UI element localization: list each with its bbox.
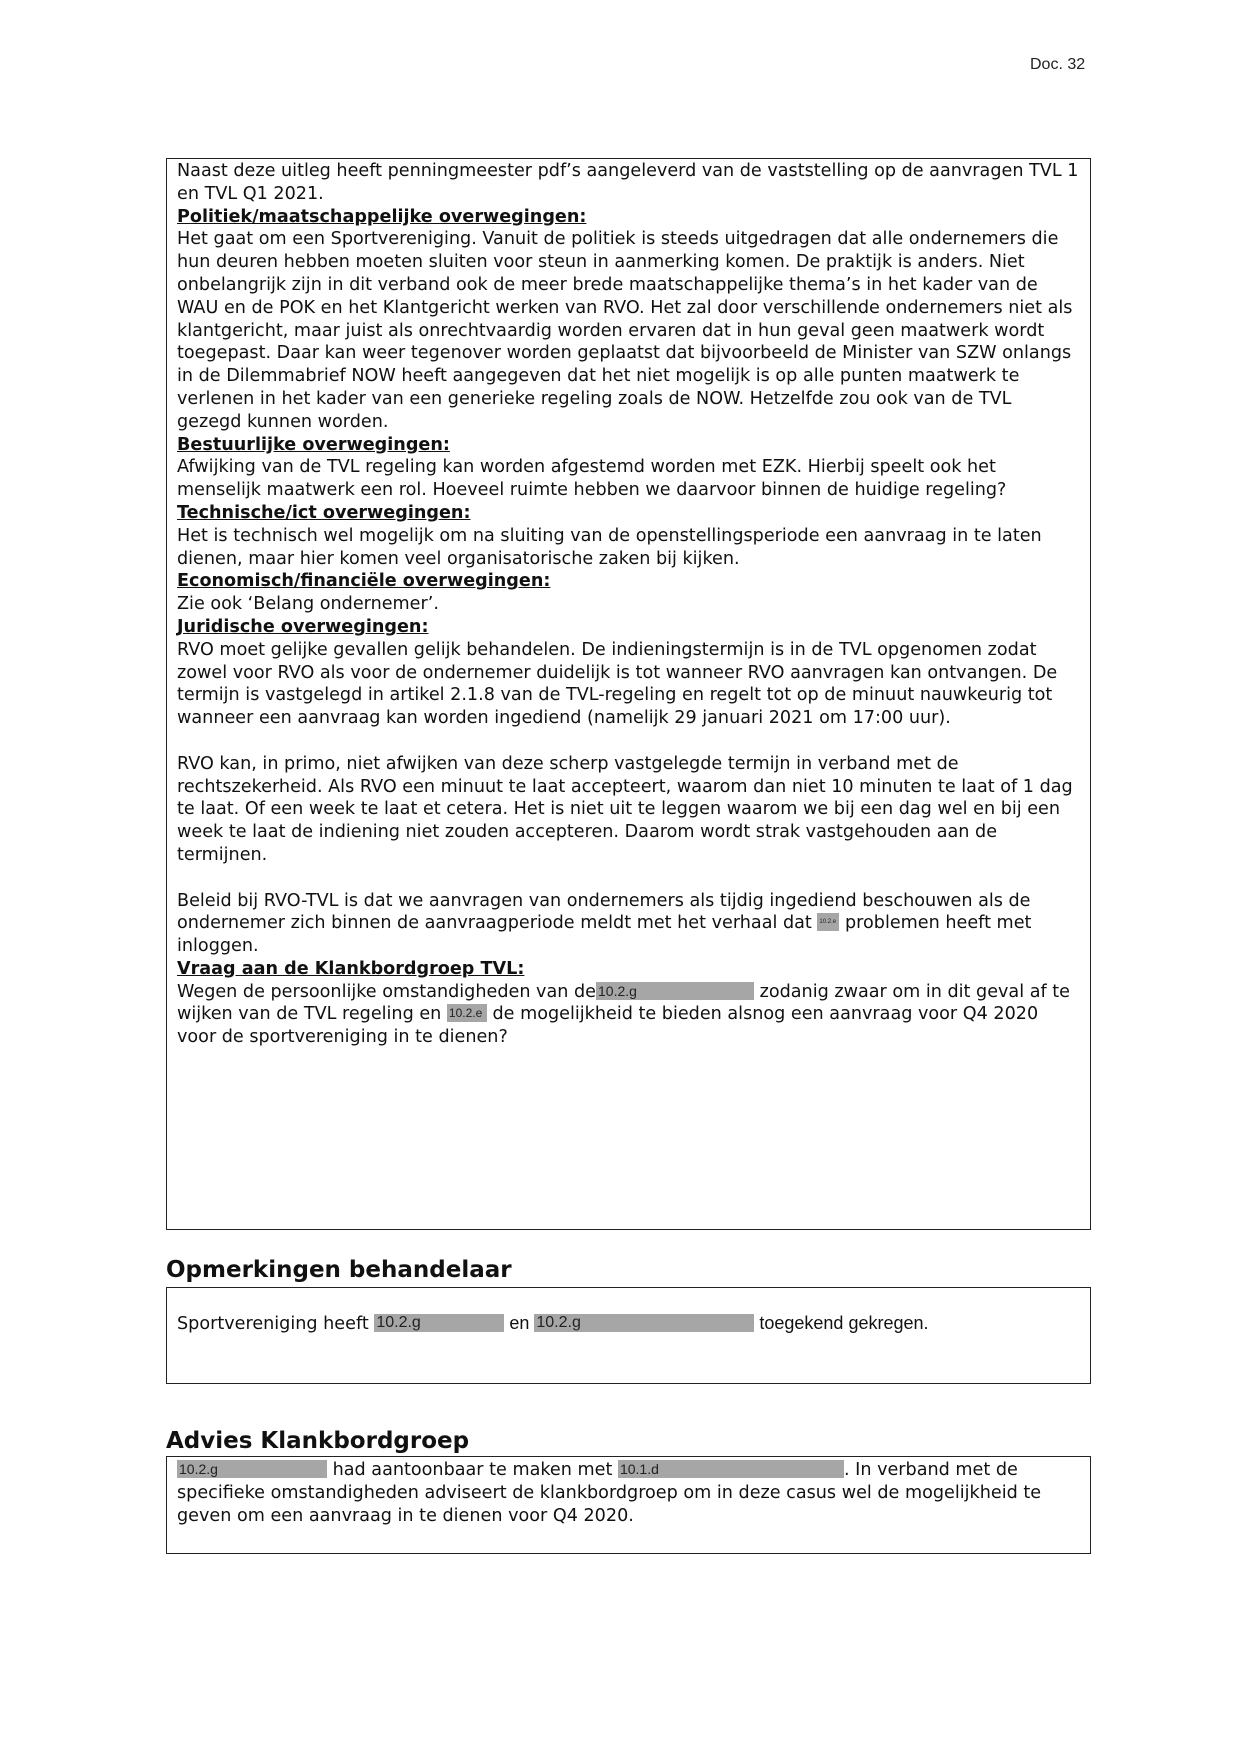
bestuurlijk-heading: Bestuurlijke overwegingen:	[177, 434, 450, 455]
opmerkingen-paragraph	[177, 1312, 1080, 1336]
vraag-text-part: zodanig zwaar om in dit geval af te wijken van de TVL regeling en	[177, 981, 1070, 1025]
juridisch-text-part: Beleid bij RVO-TVL is dat we aanvragen van ondernemers als tijdig ingediend beschouwen als de ondernemer zich binnen de aanvraagperiode meldt met het verhaal dat	[177, 890, 1031, 934]
opmerkingen-text-part: toegekend gekregen.	[754, 1313, 929, 1333]
technisch-heading: Technische/ict overwegingen:	[177, 502, 471, 523]
redaction-mark: 10.2.g	[596, 982, 754, 1000]
juridisch-paragraph-2: RVO kan, in primo, niet afwijken van deze scherp vastgelegde termijn in verband met de rechtszekerheid. Als RVO een minuut te laat accepteert, waarom dan niet 10 minuten te laat of 1 dag te laat. Of een week te laat et cetera. Het is niet uit te leggen waarom we bij een dag wel en bij een week te laat de indiening niet zouden accepteren. Daarom wordt strak vastgehouden aan de termijnen.	[177, 753, 1073, 865]
vraag-text-part: Wegen de persoonlijke omstandigheden van de	[177, 981, 596, 1002]
opmerkingen-box	[166, 1287, 1091, 1384]
advies-text-part: . In verband met de specifieke omstandigheden adviseert de klankbordgroep om in deze casus wel de mogelijkheid te geven om een aanvraag in te dienen voor Q4 2020.	[177, 1460, 1042, 1526]
economisch-paragraph: Zie ook ‘Belang ondernemer’.	[177, 594, 439, 615]
advies-title: Advies Klankbordgroep	[166, 1428, 470, 1454]
advies-paragraph	[177, 1459, 1080, 1527]
juridisch-heading: Juridische overwegingen:	[177, 616, 429, 637]
redaction-mark: 10.2.g	[534, 1314, 754, 1332]
redaction-mark: 10.2.e	[817, 913, 839, 931]
opmerkingen-title: Opmerkingen behandelaar	[166, 1257, 512, 1283]
vraag-heading: Vraag aan de Klankbordgroep TVL:	[177, 958, 525, 979]
economisch-heading: Economisch/financiële overwegingen:	[177, 571, 551, 592]
bestuurlijk-paragraph: Afwijking van de TVL regeling kan worden afgestemd worden met EZK. Hierbij speelt ook het menselijk maatwerk een rol. Hoeveel ruimte hebben we daarvoor binnen de huidige regeling?	[177, 457, 1007, 501]
advies-text-part: had aantoonbaar te maken met	[327, 1460, 618, 1480]
juridisch-paragraph-1: RVO moet gelijke gevallen gelijk behandelen. De indieningstermijn is in de TVL opgenomen zodat zowel voor RVO als voor de ondernemer duidelijk is tot wanneer RVO aanvragen kan ontvangen. De termijn is vastgelegd in artikel 2.1.8 van de TVL-regeling en regelt tot op de minuut nauwkeurig tot wanneer een aanvraag kan worden ingediend (namelijk 29 januari 2021 om 17:00 uur).	[177, 639, 1058, 729]
redaction-mark: 10.1.d	[618, 1460, 844, 1478]
advies-box	[166, 1456, 1091, 1554]
juridisch-paragraph-3	[177, 890, 1080, 958]
vraag-paragraph	[177, 981, 1080, 1049]
juridisch-text-part: problemen heeft met inloggen.	[177, 913, 1032, 957]
redaction-mark: 10.2.g	[177, 1460, 327, 1478]
redaction-mark: 10.2.g	[374, 1314, 504, 1332]
technisch-paragraph: Het is technisch wel mogelijk om na sluiting van de openstellingsperiode een aanvraag in te laten dienen, maar hier komen veel organisatorische zaken bij kijken.	[177, 525, 1042, 569]
document-number: Doc. 32	[1030, 56, 1086, 73]
redaction-mark: 10.2.e	[447, 1004, 487, 1022]
politiek-heading: Politiek/maatschappelijke overwegingen:	[177, 206, 587, 227]
main-content-box	[166, 158, 1091, 1230]
vraag-text-part: de mogelijkheid te bieden alsnog een aanvraag voor Q4 2020 voor de sportvereniging in te dienen?	[177, 1004, 1039, 1048]
politiek-paragraph: Het gaat om een Sportvereniging. Vanuit de politiek is steeds uitgedragen dat alle ondernemers die hun deuren hebben moeten sluiten voor steun in aanmerking komen. De praktijk is anders. Niet onbelangrijk zijn in dit verband ook de meer brede maatschappelijke thema’s in het kader van de WAU en de POK en het Klantgericht werken van RVO. Het zal door verschillende ondernemers niet als klantgericht, maar juist als onrechtvaardig worden ervaren dat in hun geval geen maatwerk wordt toegepast. Daar kan weer tegenover worden geplaatst dat bijvoorbeeld de Minister van SZW onlangs in de Dilemmabrief NOW heeft aangegeven dat het niet mogelijk is op alle punten maatwerk te verlenen in het kader van een generieke regeling zoals de NOW. Hetzelfde zou ook van de TVL gezegd kunnen worden.	[177, 229, 1073, 432]
opmerkingen-text-part: en	[504, 1313, 535, 1333]
intro-paragraph: Naast deze uitleg heeft penningmeester pdf’s aangeleverd van de vaststelling op de aanvragen TVL 1 en TVL Q1 2021.	[177, 161, 1079, 204]
opmerkingen-text-part: Sportvereniging heeft	[177, 1314, 375, 1334]
